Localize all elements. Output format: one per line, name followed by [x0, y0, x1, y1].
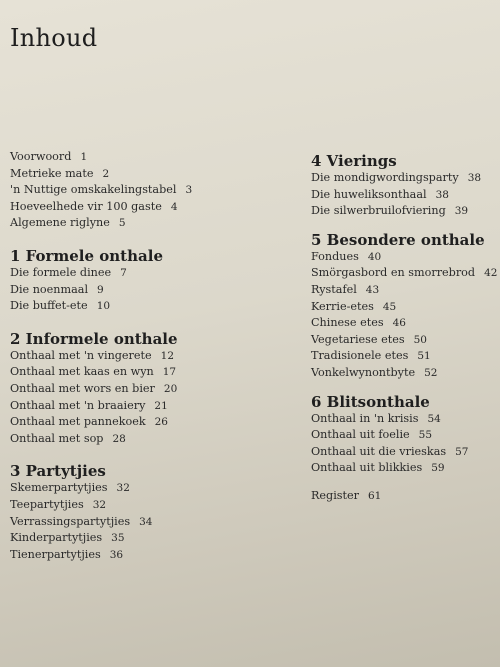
toc-entry-page: 1: [80, 151, 88, 163]
section-heading[interactable]: 5 Besondere onthale: [311, 230, 485, 249]
toc-entry[interactable]: [311, 444, 496, 461]
toc-entry[interactable]: [311, 348, 496, 365]
section-entries: [311, 249, 496, 382]
toc-entry-label: Algemene riglyne: [10, 216, 110, 230]
toc-entry-label: Onthaal met 'n braaiery: [10, 398, 146, 412]
toc-entry-label: Die noenmaal: [10, 282, 89, 296]
toc-entry-page: 50: [413, 333, 427, 346]
toc-entry-page: 46: [392, 317, 406, 330]
toc-entry-label: Onthaal uit blikkies: [311, 461, 423, 475]
toc-entry-page: 2: [102, 167, 110, 180]
toc-entry-label: Die huweliksonthaal: [311, 187, 427, 201]
toc-entry[interactable]: [10, 364, 290, 381]
toc-entry[interactable]: [311, 265, 496, 282]
toc-entry-page: 3: [185, 184, 193, 197]
toc-entry[interactable]: [10, 298, 290, 315]
toc-entry-label: Smörgasbord en smorrebrod: [311, 266, 476, 280]
toc-entry[interactable]: [10, 149, 290, 166]
toc-entry-label: Die silwerbruilofviering: [311, 204, 446, 218]
toc-entry-label: Hoeveelhede vir 100 gaste: [10, 199, 162, 213]
toc-entry[interactable]: [311, 411, 496, 428]
toc-entry[interactable]: [311, 315, 496, 332]
toc-entry-label: Onthaal met 'n vingerete: [10, 348, 152, 362]
section-heading[interactable]: 1 Formele onthale: [10, 246, 163, 265]
contents-right-column: [311, 152, 496, 505]
toc-entry[interactable]: [10, 282, 290, 299]
toc-entry-page: 38: [467, 172, 482, 184]
toc-entry-label: Metrieke mate: [10, 166, 94, 180]
toc-entry-label: Register: [311, 488, 359, 502]
toc-entry-label: Fondues: [311, 249, 359, 263]
toc-entry[interactable]: [311, 282, 496, 299]
toc-entry[interactable]: [10, 530, 290, 547]
toc-entry-label: Onthaal uit foelie: [311, 428, 410, 442]
toc-entry[interactable]: [10, 414, 290, 431]
section-entries: [10, 265, 290, 315]
toc-entry-page: 12: [160, 349, 175, 362]
toc-entry-register[interactable]: [311, 488, 496, 505]
section-heading[interactable]: 4 Vierings: [311, 152, 397, 170]
toc-entry[interactable]: [311, 427, 496, 444]
toc-entry[interactable]: [10, 215, 290, 232]
toc-entry-page: 39: [454, 205, 469, 218]
toc-entry[interactable]: [311, 460, 496, 477]
section-heading[interactable]: 6 Blitsonthale: [311, 392, 430, 411]
toc-entry-page: 4: [170, 200, 178, 213]
toc-entry[interactable]: [10, 547, 290, 564]
toc-entry-page: 20: [163, 382, 178, 395]
toc-entry-label: Die buffet-ete: [10, 299, 88, 313]
toc-section: [10, 247, 290, 315]
section-entries: [10, 480, 290, 563]
front-matter-list: [10, 149, 290, 232]
toc-entry[interactable]: [10, 199, 290, 216]
section-heading[interactable]: 3 Partytjies: [10, 462, 106, 481]
toc-entry-page: 28: [112, 432, 126, 445]
toc-entry-page: 26: [154, 416, 168, 429]
toc-entry-page: 17: [162, 366, 177, 379]
toc-entry-label: Onthaal met kaas en wyn: [10, 365, 154, 379]
toc-entry[interactable]: [10, 398, 290, 415]
toc-entry-page: 21: [154, 399, 168, 412]
toc-entry[interactable]: [10, 182, 290, 199]
toc-entry[interactable]: [311, 365, 496, 382]
toc-entry-label: 'n Nuttige omskakelingstabel: [10, 183, 177, 197]
toc-entry-label: Onthaal met pannekoek: [10, 415, 146, 429]
toc-entry[interactable]: [311, 332, 496, 349]
toc-entry-label: Die mondigwordingsparty: [311, 171, 459, 184]
toc-entry-label: Vonkelwynontbyte: [311, 365, 416, 379]
toc-entry-label: Tradisionele etes: [311, 349, 409, 363]
toc-entry-label: Rystafel: [311, 282, 357, 296]
toc-entry[interactable]: [10, 348, 290, 365]
toc-entry-page: 54: [427, 412, 441, 425]
toc-section: [311, 152, 496, 220]
toc-entry-label: Onthaal met sop: [10, 431, 104, 445]
toc-entry-label: Kerrie-etes: [311, 299, 374, 313]
toc-entry-page: 59: [431, 462, 445, 475]
toc-entry-page: 36: [109, 548, 124, 561]
toc-entry[interactable]: [10, 166, 290, 183]
toc-entry-label: Tienerpartytjies: [10, 547, 101, 561]
toc-entry-page: 42: [484, 267, 498, 280]
toc-section: [311, 231, 496, 382]
toc-entry-label: Skemerpartytjies: [10, 481, 108, 495]
toc-entry-page: 5: [118, 217, 126, 230]
toc-entry-label: Voorwoord: [10, 150, 72, 163]
page-title: Inhoud: [10, 24, 98, 52]
toc-entry[interactable]: [311, 170, 496, 187]
toc-entry[interactable]: [10, 265, 290, 282]
toc-section: [10, 462, 290, 563]
toc-entry[interactable]: [10, 497, 290, 514]
toc-entry-label: Onthaal uit die vrieskas: [311, 444, 447, 458]
toc-entry-label: Teepartytjies: [10, 497, 84, 511]
toc-entry[interactable]: [311, 299, 496, 316]
toc-entry-page: 45: [382, 300, 397, 313]
toc-entry-label: Kinderpartytjies: [10, 531, 103, 545]
toc-entry-label: Die formele dinee: [10, 265, 112, 279]
toc-entry-page: 43: [365, 283, 380, 296]
toc-entry-label: Onthaal met wors en bier: [10, 381, 155, 395]
toc-entry-label: Verrassingspartytjies: [10, 514, 131, 528]
toc-entry[interactable]: [311, 187, 496, 204]
contents-left-column: [10, 149, 290, 563]
toc-entry-page: 10: [96, 300, 111, 313]
toc-entry-page: 38: [435, 188, 449, 201]
toc-entry[interactable]: [311, 203, 496, 220]
toc-entry-page: 51: [417, 350, 431, 363]
toc-entry-page: 32: [92, 498, 107, 511]
toc-entry[interactable]: [10, 381, 290, 398]
toc-entry-page: 61: [368, 489, 382, 502]
section-entries: [10, 348, 290, 448]
toc-entry[interactable]: [311, 249, 496, 266]
toc-entry-label: Onthaal in 'n krisis: [311, 411, 419, 425]
toc-entry-label: Chinese etes: [311, 316, 384, 330]
section-heading[interactable]: 2 Informele onthale: [10, 329, 178, 348]
toc-entry-page: 52: [424, 366, 438, 379]
toc-entry[interactable]: [10, 514, 290, 531]
toc-entry[interactable]: [10, 480, 290, 497]
toc-entry-page: 55: [418, 429, 433, 442]
toc-entry-label: Vegetariese etes: [311, 332, 405, 346]
toc-entry-page: 34: [139, 515, 153, 528]
toc-entry-page: 40: [367, 250, 382, 263]
toc-entry-page: 32: [116, 482, 130, 495]
section-entries: [311, 411, 496, 477]
toc-entry-page: 9: [97, 283, 104, 296]
toc-entry-page: 35: [111, 532, 125, 545]
toc-section: [10, 330, 290, 448]
toc-section: [311, 393, 496, 477]
toc-entry-page: 57: [455, 445, 469, 458]
toc-entry[interactable]: [10, 431, 290, 448]
section-entries: [311, 170, 496, 220]
toc-entry-page: 7: [120, 266, 127, 279]
